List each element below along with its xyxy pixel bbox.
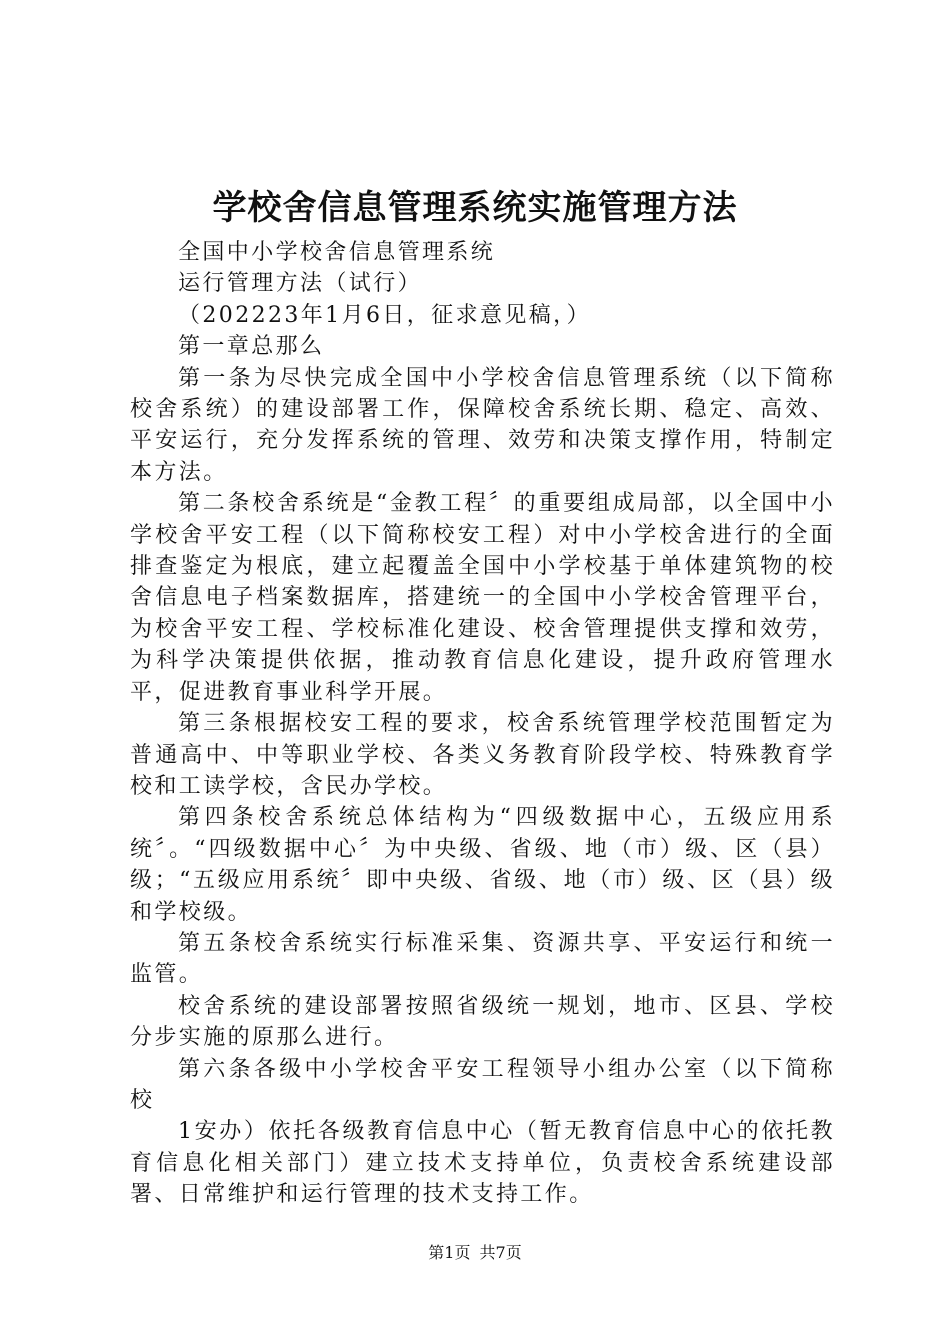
paragraph-article-6-continued: 1安办）依托各级教育信息中心（暂无教育信息中心的依托教育信息化相关部门）建立技术支持单位，负责校舍系统建设部署、日常维护和运行管理的技术支持工作。 <box>130 1119 835 1208</box>
page-footer <box>0 1243 950 1263</box>
document-title: 学校舍信息管理系统实施管理方法 <box>212 188 738 228</box>
paragraph-date-note: （202223年1月6日，征求意见稿，） <box>178 302 591 328</box>
paragraph-deployment-principle: 校舍系统的建设部署按照省级统一规划，地市、区县、学校分步实施的原那么进行。 <box>130 993 835 1051</box>
document-body <box>130 237 835 1211</box>
paragraph-system-name: 全国中小学校舍信息管理系统 <box>178 240 496 265</box>
paragraph-subtitle: 运行管理方法（试行） <box>178 271 423 297</box>
page-number: 第1页 <box>428 1243 471 1262</box>
paragraph-article-4: 第四条校舍系统总体结构为“四级数据中心，五级应用系统〞。“四级数据中心〞为中央级、省级、地（市）级、区（县）级；“五级应用系统〞即中央级、省级、地（市）级、区（县）级和学校级。 <box>130 805 835 925</box>
paragraph-chapter-heading: 第一章总那么 <box>178 334 325 360</box>
paragraph-article-1: 第一条为尽快完成全国中小学校舍信息管理系统（以下简称校舍系统）的建设部署工作，保障校舍系统长期、稳定、高效、平安运行，充分发挥系统的管理、效劳和决策支撑作用，特制定本方法。 <box>130 365 835 485</box>
page-total: 共7页 <box>479 1243 522 1262</box>
paragraph-article-6: 第六条各级中小学校舍平安工程领导小组办公室（以下简称校 <box>130 1056 835 1113</box>
paragraph-article-3: 第三条根据校安工程的要求，校舍系统管理学校范围暂定为普通高中、中等职业学校、各类义务教育阶段学校、特殊教育学校和工读学校，含民办学校。 <box>130 711 835 799</box>
paragraph-article-2: 第二条校舍系统是“金教工程〞的重要组成局部，以全国中小学校舍平安工程（以下简称校安工程）对中小学校舍进行的全面排查鉴定为根底，建立起覆盖全国中小学校基于单体建筑物的校舍信息电子档案数据库，搭建统一的全国中小学校舍管理平台，为校舍平安工程、学校标准化建设、校舍管理提供支撑和效劳，为科学决策提供依据，推动教育信息化建设，提升政府管理水平，促进教育事业科学开展。 <box>130 491 835 705</box>
paragraph-article-5: 第五条校舍系统实行标准采集、资源共享、平安运行和统一监管。 <box>130 930 835 988</box>
